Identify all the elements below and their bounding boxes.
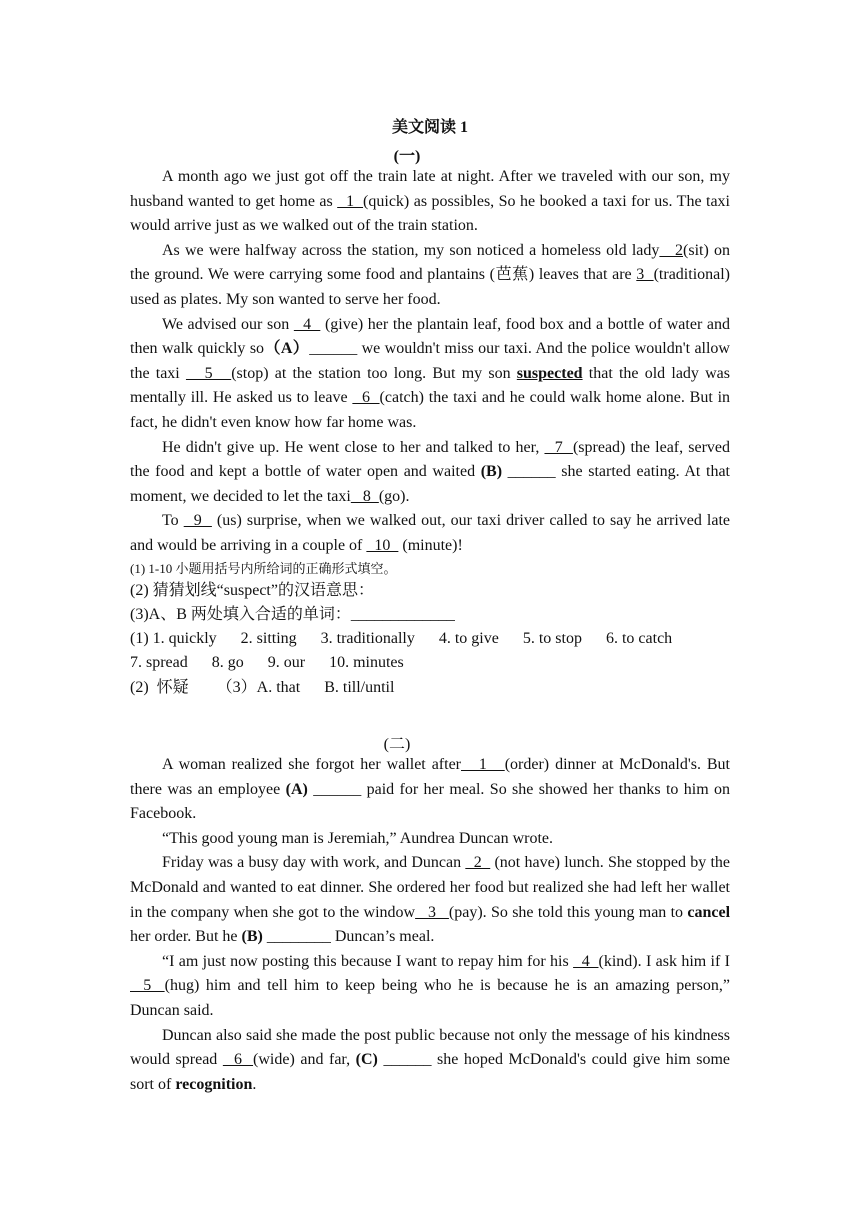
passage-1: [130, 165, 730, 700]
blank-1: 1: [337, 192, 364, 210]
blank-9: 9: [183, 512, 212, 530]
section-heading-1: (一): [393, 148, 421, 165]
passage-2-paragraph-1: A woman realized she forgot her wallet after 1 (order) dinner at McDonald's. But there was an employee (A) ______ paid for her meal. So she showed her thanks to him on Facebook.: [130, 756, 731, 823]
blank-5: 5: [185, 364, 232, 382]
passage-1-paragraph-3: We advised our son 4 (give) her the plantain leaf, food box and a bottle of water and then walk quickly so（A）______ we wouldn't miss our taxi. And the police wouldn't allow the taxi 5 (stop) at the station too long. But my son suspected that the old lady was mentally ill. He asked us to leave 6 (catch) the taxi and he could walk home alone. But in fact, he didn't even know how far home was.: [130, 315, 731, 431]
blank-6: 6: [222, 1051, 254, 1069]
question-3: (3)A、B 两处填入合适的单词：_____________: [130, 605, 455, 623]
passage-1-paragraph-2: As we were halfway across the station, my son noticed a homeless old lady 2(sit) on the ground. We were carrying some food and plantains (芭蕉) leaves that are 3 (traditional) used as plates. My son wanted to serve her food.: [130, 241, 731, 308]
answer-line-3: (2) 怀疑 （3）A. that B. till/until: [130, 678, 395, 696]
keyword-recognition: recognition: [175, 1075, 253, 1093]
passage-2-paragraph-4: “I am just now posting this because I want to repay him for his 4 (kind). I ask him if I 5 (hug) him and tell him to keep being who he is because he is an amazing person,” Duncan said.: [130, 952, 731, 1019]
blank-3: 3: [415, 903, 449, 921]
keyword-suspected: suspected: [516, 364, 583, 382]
passage-2: [130, 753, 730, 1097]
passage-2-paragraph-5: Duncan also said she made the post public because not only the message of his kindness would spread 6 (wide) and far, (C) ______ she hoped McDonald's could give him some sort of recognition.: [130, 1026, 730, 1093]
blank-4: 4: [573, 952, 599, 970]
blank-2: 2: [659, 241, 684, 259]
passage-2-paragraph-2: “This good young man is Jeremiah,” Aundrea Duncan wrote.: [162, 829, 554, 847]
blank-3: 3: [636, 266, 654, 284]
keyword-cancel: cancel: [687, 903, 731, 921]
blank-1: 1: [461, 756, 505, 773]
label-a: （A）: [264, 340, 310, 358]
label-b: (B): [241, 928, 263, 946]
blank-2: 2: [465, 854, 491, 872]
blank-4: 4: [293, 315, 321, 333]
blank-6: 6: [352, 389, 380, 407]
label-c: (C): [355, 1051, 378, 1069]
answer-line-2: 7. spread 8. go 9. our 10. minutes: [130, 654, 404, 672]
question-1: (1) 1-10 小题用括号内所给词的正确形式填空。: [130, 560, 397, 576]
document-title: 美文阅读 1: [391, 119, 468, 136]
passage-1-paragraph-4: He didn't give up. He went close to her and talked to her, 7 (spread) the leaf, served the food and kept a bottle of water open and waited (B) ______ she started eating. At that moment, we decided to let the taxi 8 (go).: [130, 438, 731, 505]
blank-7: 7: [544, 438, 573, 456]
blank-5: 5: [130, 977, 165, 995]
label-a: (A): [285, 780, 308, 798]
question-2: (2) 猜猜划线“suspect”的汉语意思：: [130, 581, 374, 599]
blank-10: 10: [366, 536, 399, 554]
section-heading-2: (二): [383, 736, 411, 753]
passage-1-paragraph-1: A month ago we just got off the train late at night. After we traveled with our son, my husband wanted to get home as 1 (quick) as possibles, So he booked a taxi for us. The taxi would arrive just as we walked out of the train station.: [130, 168, 731, 235]
passage-2-paragraph-3: Friday was a busy day with work, and Duncan 2 (not have) lunch. She stopped by the McDonald and wanted to eat dinner. She ordered her food but realized she had left her wallet in the company when she got to the window 3 (pay). So she told this young man to cancel her order. But he (B) ________ Duncan’s meal.: [130, 854, 731, 946]
label-b: (B): [480, 463, 503, 481]
blank-8: 8: [350, 487, 379, 505]
passage-1-paragraph-5: To 9 (us) surprise, when we walked out, our taxi driver called to say he arrived late and would be arriving in a couple of 10 (minute)!: [130, 512, 731, 554]
answer-line-1: (1) 1. quickly 2. sitting 3. traditionally 4. to give 5. to stop 6. to catch: [130, 629, 673, 647]
